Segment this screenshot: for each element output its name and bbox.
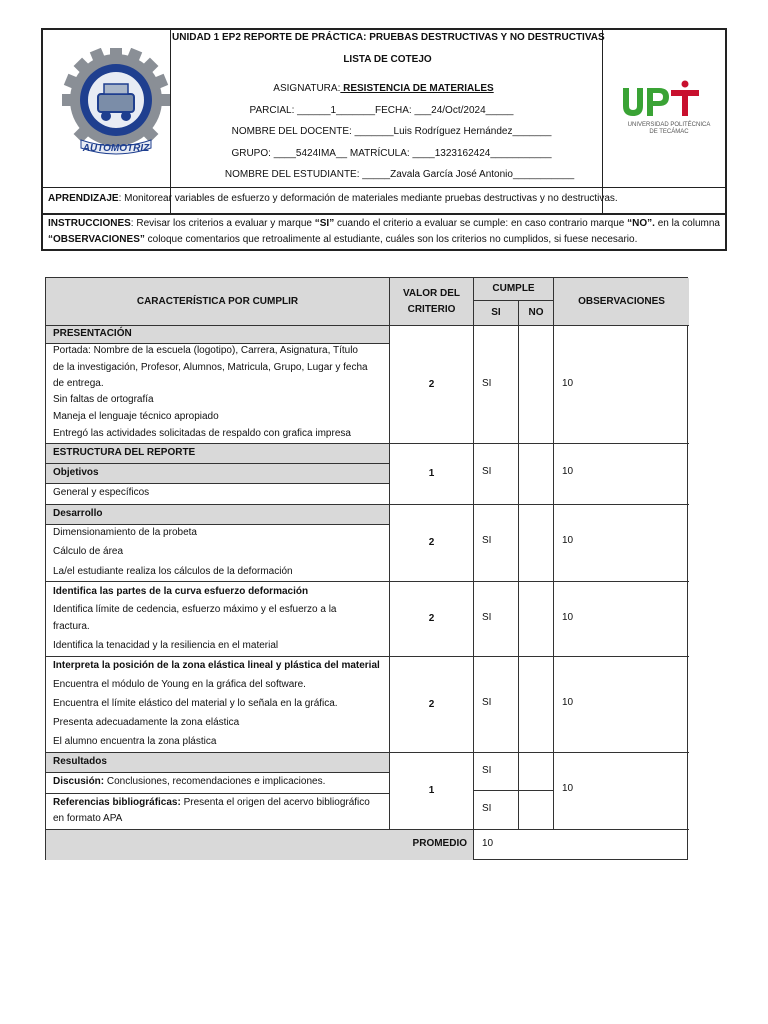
resultados-obs-cell[interactable] bbox=[553, 752, 689, 829]
header-caracteristica: CARACTERÍSTICA POR CUMPLIR bbox=[46, 278, 389, 325]
presentacion-line: Maneja el lenguaje técnico apropiado bbox=[53, 411, 219, 422]
subsection-desarrollo-title: Desarrollo bbox=[53, 508, 103, 519]
fecha-label: FECHA: bbox=[375, 105, 415, 116]
presentacion-line: Sin faltas de ortografía bbox=[53, 394, 154, 405]
zona-line: Encuentra el límite elástico del material y lo señala en la gráfica. bbox=[53, 698, 338, 709]
presentacion-criteria bbox=[46, 343, 389, 443]
document-subtitle: LISTA DE COTEJO bbox=[343, 54, 432, 65]
estudiante-value: _____Zavala García José Antonio___________ bbox=[362, 169, 575, 180]
instrucciones-label: INSTRUCCIONES bbox=[48, 218, 131, 229]
presentacion-valor: 2 bbox=[389, 325, 473, 443]
objetivos-line: General y específicos bbox=[53, 487, 150, 498]
referencias-text-2: en formato APA bbox=[53, 813, 123, 824]
estudiante-line bbox=[196, 169, 603, 180]
grupo-value: ____5424IMA__ bbox=[273, 148, 348, 159]
desarrollo-si-cell[interactable] bbox=[473, 504, 518, 581]
curva-title: Identifica las partes de la curva esfuerzo deformación bbox=[53, 586, 309, 597]
asignatura-label: ASIGNATURA: bbox=[273, 83, 341, 94]
resultados-no-cell-2[interactable] bbox=[518, 790, 553, 829]
referencias-label: Referencias bibliográficas: bbox=[53, 797, 181, 808]
curva-line: Identifica límite de cedencia, esfuerzo máximo y el esfuerzo a la bbox=[53, 604, 337, 615]
presentacion-line: de la investigación, Profesor, Alumnos, Matricula, Grupo, Lugar y fecha bbox=[53, 362, 368, 373]
zona-valor: 2 bbox=[389, 656, 473, 752]
presentacion-si: SI bbox=[482, 378, 492, 389]
header-cumple: CUMPLE bbox=[473, 278, 553, 300]
header-box bbox=[41, 28, 727, 215]
svg-text:DE TECÁMAC: DE TECÁMAC bbox=[649, 129, 689, 135]
desarrollo-obs: 10 bbox=[562, 535, 574, 546]
objetivos-criteria bbox=[46, 483, 389, 504]
resultados-si-cell-2[interactable] bbox=[473, 790, 518, 829]
parcial-value: ______1_______ bbox=[297, 105, 376, 116]
parcial-label: PARCIAL: bbox=[249, 105, 298, 116]
docente-line bbox=[180, 126, 603, 137]
resultados-si-1: SI bbox=[482, 765, 492, 776]
estructura-obs-cell[interactable] bbox=[553, 443, 689, 504]
docente-label: NOMBRE DEL DOCENTE: bbox=[231, 126, 355, 137]
curva-criteria bbox=[46, 581, 389, 656]
zona-line: El alumno encuentra la zona plástica bbox=[53, 736, 217, 747]
checklist-table bbox=[45, 277, 688, 860]
instrucciones-obs: “OBSERVACIONES” bbox=[48, 234, 145, 245]
aprendizaje-label: APRENDIZAJE bbox=[48, 193, 119, 204]
instrucciones-si: “SI” bbox=[314, 218, 335, 229]
asignatura-line bbox=[164, 83, 603, 94]
grupo-label: GRUPO: bbox=[231, 148, 274, 159]
instrucciones-text-3: en la columna bbox=[654, 218, 720, 229]
presentacion-si-cell[interactable] bbox=[473, 325, 518, 443]
promedio-value-cell[interactable] bbox=[473, 829, 689, 860]
curva-obs-cell[interactable] bbox=[553, 581, 689, 656]
matricula-value: ____1323162424___________ bbox=[412, 148, 552, 159]
promedio-value: 10 bbox=[482, 838, 494, 849]
parcial-fecha-line bbox=[160, 105, 603, 116]
subsection-desarrollo bbox=[46, 504, 389, 524]
resultados-valor: 1 bbox=[389, 752, 473, 829]
section-presentacion-title: PRESENTACIÓN bbox=[53, 328, 132, 339]
asignatura-value: RESISTENCIA DE MATERIALES bbox=[340, 83, 494, 94]
curva-obs: 10 bbox=[562, 612, 574, 623]
discusion-label: Discusión: bbox=[53, 776, 105, 787]
zona-obs: 10 bbox=[562, 697, 574, 708]
instrucciones-text-2: cuando el criterio a evaluar se cumple: en caso contrario marque bbox=[334, 218, 628, 229]
estructura-no-cell[interactable] bbox=[518, 443, 553, 504]
document-title: UNIDAD 1 EP2 REPORTE DE PRÁCTICA: PRUEBAS DESTRUCTIVAS Y NO DESTRUCTIVAS bbox=[172, 32, 605, 43]
discusion-text: Conclusiones, recomendaciones e implicaciones. bbox=[104, 776, 326, 787]
header-valor-line1: VALOR DEL bbox=[402, 287, 461, 299]
zona-line: Encuentra el módulo de Young en la gráfica del software. bbox=[53, 679, 306, 690]
aprendizaje-row bbox=[48, 193, 618, 204]
presentacion-line: Portada: Nombre de la escuela (logotipo), Carrera, Asignatura, Título bbox=[53, 345, 358, 356]
desarrollo-si: SI bbox=[482, 535, 492, 546]
curva-line: Identifica la tenacidad y la resiliencia en el material bbox=[53, 640, 279, 651]
docente-value: _______Luis Rodríguez Hernández____ bbox=[354, 126, 535, 137]
estructura-si: SI bbox=[482, 466, 492, 477]
svg-text:UNIVERSIDAD POLITÉCNICA: UNIVERSIDAD POLITÉCNICA bbox=[627, 122, 711, 128]
upt-logo bbox=[619, 78, 719, 138]
desarrollo-line: La/el estudiante realiza los cálculos de la deformación bbox=[53, 566, 293, 577]
presentacion-obs: 10 bbox=[562, 378, 574, 389]
desarrollo-line: Dimensionamiento de la probeta bbox=[53, 527, 197, 538]
instrucciones-text-4: coloque comentarios que retroalimente al estudiante, cuáles son los criterios no cumplidos, si fuese necesario. bbox=[144, 234, 638, 245]
subsection-resultados-title: Resultados bbox=[53, 756, 107, 767]
resultados-si-2: SI bbox=[482, 803, 492, 814]
zona-obs-cell[interactable] bbox=[553, 656, 689, 752]
subsection-resultados bbox=[46, 752, 389, 772]
estructura-obs: 10 bbox=[562, 466, 574, 477]
estructura-si-cell[interactable] bbox=[473, 443, 518, 504]
desarrollo-obs-cell[interactable] bbox=[553, 504, 689, 581]
section-presentacion bbox=[46, 325, 389, 343]
section-estructura bbox=[46, 443, 389, 463]
presentacion-line: de entrega. bbox=[53, 378, 104, 389]
presentacion-obs-cell[interactable] bbox=[553, 325, 689, 443]
desarrollo-no-cell[interactable] bbox=[518, 504, 553, 581]
header-no: NO bbox=[518, 300, 553, 325]
referencias-criteria bbox=[46, 793, 389, 829]
header-si: SI bbox=[473, 300, 518, 325]
zona-si-cell[interactable] bbox=[473, 656, 518, 752]
discusion-criteria bbox=[46, 772, 389, 793]
presentacion-no-cell[interactable] bbox=[518, 325, 553, 443]
curva-line: fractura. bbox=[53, 621, 90, 632]
resultados-obs: 10 bbox=[562, 783, 574, 794]
header-info bbox=[172, 30, 603, 186]
instrucciones-box bbox=[41, 214, 727, 251]
estructura-valor: 1 bbox=[389, 443, 473, 504]
matricula-label: MATRÍCULA: bbox=[347, 148, 413, 159]
zona-criteria bbox=[46, 656, 389, 752]
resultados-no-cell-1[interactable] bbox=[518, 752, 553, 790]
header-observaciones: OBSERVACIONES bbox=[553, 278, 689, 325]
promedio-label: PROMEDIO bbox=[412, 838, 467, 849]
estudiante-label: NOMBRE DEL ESTUDIANTE: bbox=[224, 169, 363, 180]
aprendizaje-text: : Monitorear variables de esfuerzo y deformación de materiales mediante pruebas destructivas y no destructivas. bbox=[118, 193, 618, 204]
curva-si-cell[interactable] bbox=[473, 581, 518, 656]
desarrollo-valor: 2 bbox=[389, 504, 473, 581]
zona-no-cell[interactable] bbox=[518, 656, 553, 752]
curva-no-cell[interactable] bbox=[518, 581, 553, 656]
svg-text:AUTOMOTRIZ: AUTOMOTRIZ bbox=[82, 143, 150, 154]
promedio-label-cell bbox=[46, 829, 473, 860]
instrucciones-text-1: : Revisar los criterios a evaluar y marque bbox=[130, 218, 315, 229]
desarrollo-criteria bbox=[46, 524, 389, 581]
curva-si: SI bbox=[482, 612, 492, 623]
grupo-matricula-line bbox=[180, 148, 603, 159]
referencias-text: Presenta el origen del acervo bibliográfico bbox=[180, 797, 370, 808]
zona-title: Interpreta la posición de la zona elástica lineal y plástica del material bbox=[53, 660, 380, 671]
header-valor bbox=[389, 278, 473, 325]
curva-valor: 2 bbox=[389, 581, 473, 656]
subsection-objetivos bbox=[46, 463, 389, 483]
section-estructura-title: ESTRUCTURA DEL REPORTE bbox=[53, 447, 196, 458]
zona-si: SI bbox=[482, 697, 492, 708]
resultados-si-cell-1[interactable] bbox=[473, 752, 518, 790]
zona-line: Presenta adecuadamente la zona elástica bbox=[53, 717, 240, 728]
instrucciones-no: “NO”. bbox=[627, 218, 655, 229]
header-divider-bottom bbox=[43, 187, 725, 188]
docente-tail: ___ bbox=[534, 126, 552, 137]
automotriz-gear-logo bbox=[61, 48, 171, 166]
fecha-value: ___24/Oct/2024_____ bbox=[414, 105, 514, 116]
subsection-objetivos-title: Objetivos bbox=[53, 467, 99, 478]
presentacion-line: Entregó las actividades solicitadas de respaldo con grafica impresa bbox=[53, 428, 351, 439]
header-valor-line2: CRITERIO bbox=[407, 303, 456, 315]
desarrollo-line: Cálculo de área bbox=[53, 546, 124, 557]
